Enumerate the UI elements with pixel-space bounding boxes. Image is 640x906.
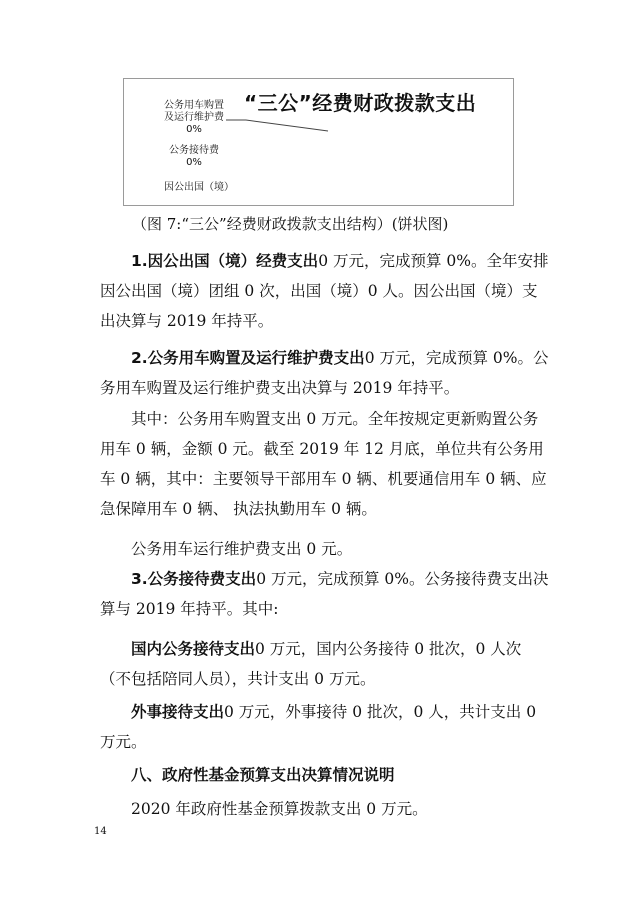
section-3a-heading: 国内公务接待支出: [131, 640, 256, 658]
page-number: 14: [94, 826, 107, 837]
section-3a-text: 0 万元，国内公务接待 0 批次，0 人次（不包括陪同人员），共计支出 0 万元。: [100, 640, 522, 688]
heading-section-8: 八、政府性基金预算支出决算情况说明: [131, 766, 395, 784]
pie-label-abroad: [154, 182, 244, 194]
section-2-text: 0 万元，完成预算 0%。公务用车购置及运行维护费支出决算与 2019 年持平。: [100, 349, 549, 397]
section-3-text: 0 万元，完成预算 0%。公务接待费支出决算与 2019 年持平。其中:: [100, 570, 549, 618]
section-1-heading: 1.因公出国（境）经费支出: [131, 252, 319, 270]
pie-label-vehicle: [154, 100, 234, 136]
pie-label-vehicle-value: 0%: [186, 124, 202, 135]
pie-label-reception: [154, 145, 234, 169]
section-3b-text: 0 万元，外事接待 0 批次，0 人，共计支出 0 万元。: [100, 703, 537, 751]
pie-label-reception-name: 公务接待费: [169, 145, 219, 156]
pie-label-vehicle-name: 公务用车购置及运行维护费: [164, 100, 224, 123]
section-3-heading: 3.公务接待费支出: [131, 570, 257, 588]
section-1-text: 0 万元，完成预算 0%。全年安排因公出国（境）团组 0 次，出国（境）0 人。因公出国（境）支出决算与 2019 年持平。: [100, 252, 549, 330]
pie-label-abroad-name: 因公出国（境）: [164, 182, 234, 193]
chart-title: “三公”经费财政拨款支出: [244, 91, 477, 115]
pie-chart: [123, 78, 514, 206]
section-3b-paragraph: [100, 697, 550, 757]
pie-label-reception-value: 0%: [186, 157, 202, 168]
section-2-paragraph: [100, 343, 550, 403]
leader-line-vehicle-slant: [246, 120, 328, 131]
section-2-heading: 2.公务用车购置及运行维护费支出: [131, 349, 365, 367]
section-3a-paragraph: [100, 634, 550, 694]
section-1-paragraph: [100, 246, 550, 336]
section-3b-heading: 外事接待支出: [131, 703, 225, 721]
section-2-detail: 其中：公务用车购置支出 0 万元。全年按规定更新购置公务用车 0 辆，金额 0 元。截至 2019 年 12 月底，单位共有公务用车 0 辆，其中：主要领导干部用车 0 辆、机要通信用车 0 辆、应急保障用车 0 辆、 执法执勤用车 0 辆。: [100, 410, 547, 518]
fund-paragraph: 2020 年政府性基金预算拨款支出 0 万元。: [131, 800, 428, 818]
section-3-paragraph: [100, 564, 550, 624]
figure-caption: （图 7:“三公”经费财政拨款支出结构）(饼状图): [132, 215, 449, 233]
section-2-running-cost: 公务用车运行维护费支出 0 元。: [131, 540, 353, 558]
